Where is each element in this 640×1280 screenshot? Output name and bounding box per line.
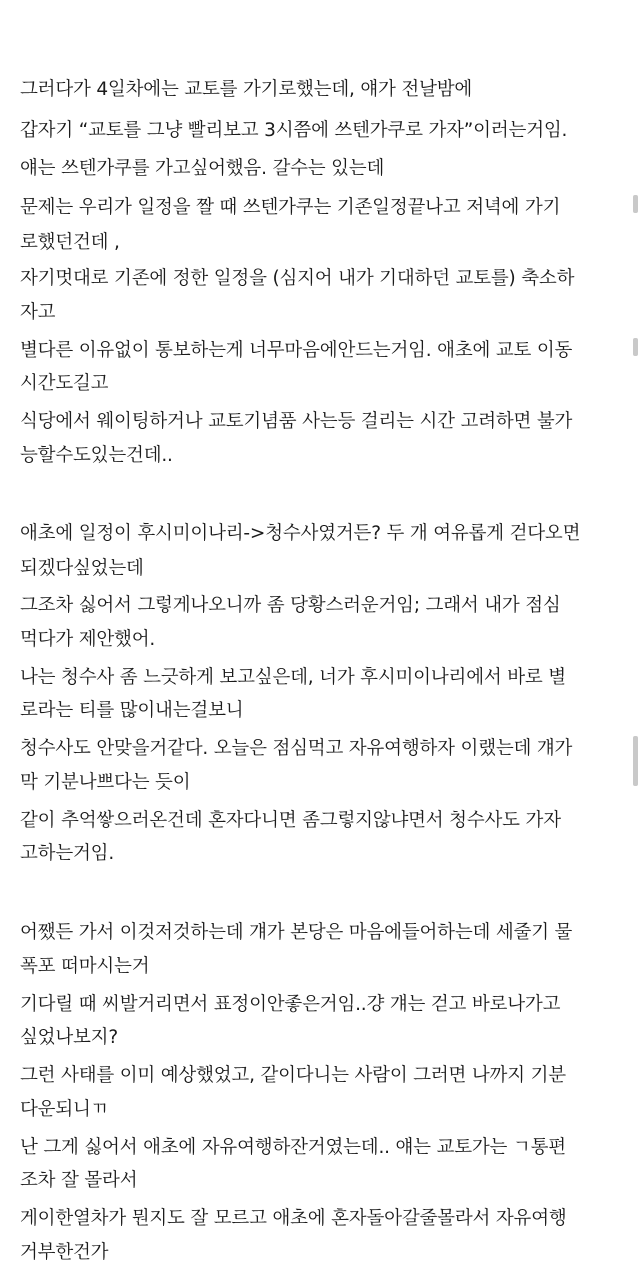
scrollbar-thumb[interactable] [633, 736, 638, 786]
text-line: 얘는 쓰텐가쿠를 가고싶어했음. 갈수는 있는데 [20, 158, 385, 179]
text-line: 고하는거임. [20, 843, 115, 864]
text-line: 싶었나보지? [20, 1027, 118, 1048]
text-line: 로라는 티를 많이내는걸보니 [20, 700, 244, 721]
text-line: 나는 청수사 좀 느긋하게 보고싶은데, 너가 후시미이나리에서 바로 별 [20, 667, 566, 688]
text-line: 문제는 우리가 일정을 짤 때 쓰텐가쿠는 기존일정끝나고 저녁에 가기 [20, 197, 561, 218]
text-line: 능할수도있는건데.. [20, 445, 173, 466]
text-line: 폭포 떠마시는거 [20, 956, 150, 977]
text-line: 막 기분나쁘다는 듯이 [20, 772, 191, 793]
text-line: 먹다가 제안했어. [20, 629, 156, 650]
text-line: 애초에 일정이 후시미이나리->청수사였거든? 두 개 여유롭게 걷다오면 [20, 523, 581, 544]
text-line: 어쨌든 가서 이것저것하는데 걔가 본당은 마음에들어하는데 세줄기 물 [20, 922, 573, 943]
text-line: 그런 사태를 이미 예상했었고, 같이다니는 사람이 그러면 나까지 기분 [20, 1065, 566, 1086]
text-line: 자고 [20, 302, 56, 323]
text-line: 시간도길고 [20, 373, 109, 394]
text-line: 그러다가 4일차에는 교토를 가기로했는데, 얘가 전날밤에 [20, 79, 473, 100]
scrollbar-thumb[interactable] [633, 195, 638, 213]
text-line: 청수사도 안맞을거같다. 오늘은 점심먹고 자유여행하자 이랬는데 걔가 [20, 738, 573, 759]
text-line: 게이한열차가 뭔지도 잘 모르고 애초에 혼자돌아갈줄몰라서 자유여행 [20, 1208, 567, 1229]
text-line: 별다른 이유없이 통보하는게 너무마음에안드는거임. 애초에 교토 이동 [20, 340, 573, 361]
text-line: 같이 추억쌓으러온건데 혼자다니면 좀그렇지않냐면서 청수사도 가자 [20, 810, 561, 831]
scrollbar-thumb[interactable] [633, 338, 638, 356]
text-line: 난 그게 싫어서 애초에 자유여행하잔거였는데.. 얘는 교토가는 ㄱ통편 [20, 1137, 566, 1158]
text-line: 되겠다싶었는데 [20, 558, 144, 579]
text-line: 로했던건데 , [20, 232, 120, 253]
text-line: 자기멋대로 기존에 정한 일정을 (심지어 내가 기대하던 교토를) 축소하 [20, 268, 575, 289]
text-line: 거부한건가 [20, 1242, 109, 1263]
text-line: 조차 잘 몰라서 [20, 1170, 138, 1191]
text-line: 기다릴 때 씨발거리면서 표정이안좋은거임..걍 걔는 걷고 바로나가고 [20, 994, 561, 1015]
text-line: 그조차 싫어서 그렇게나오니까 좀 당황스러운거임; 그래서 내가 점심 [20, 595, 561, 616]
text-line: 다운되니ㄲ [20, 1099, 109, 1120]
text-line: 갑자기 “교토를 그냥 빨리보고 3시쯤에 쓰텐가쿠로 가자”이러는거임. [20, 120, 568, 141]
text-line: 식당에서 웨이팅하거나 교토기념품 사는등 걸리는 시간 고려하면 불가 [20, 411, 573, 432]
